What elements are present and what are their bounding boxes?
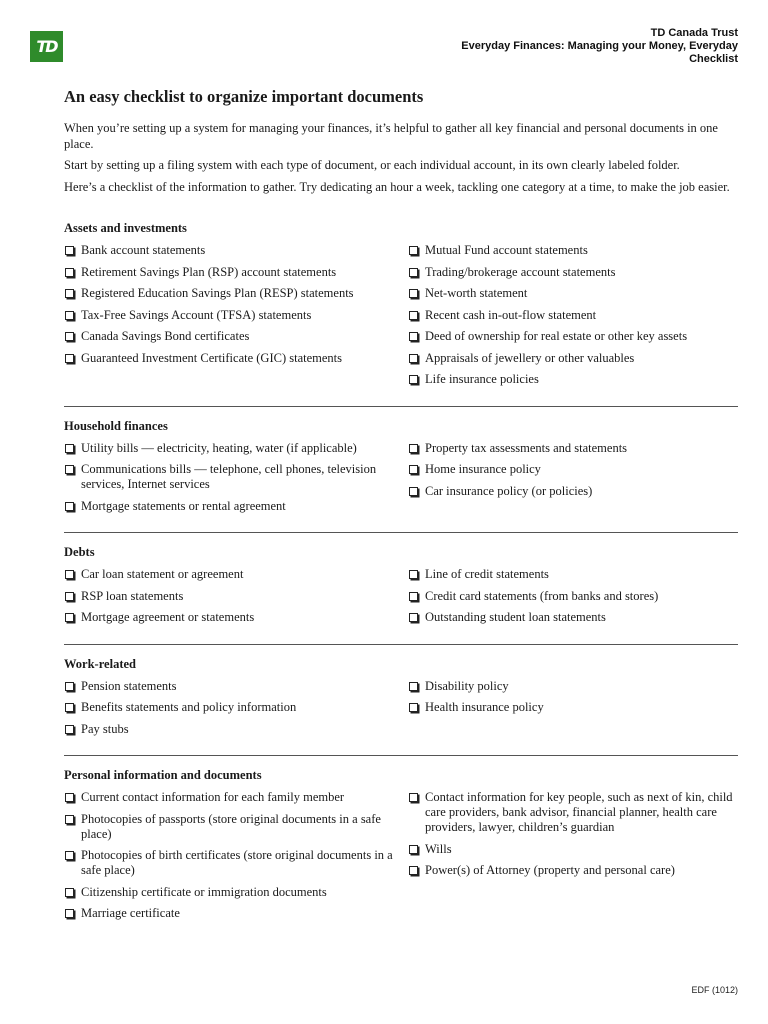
checklist-item-label: Communications bills — telephone, cell phones, television services, Internet services bbox=[81, 462, 377, 491]
checklist-item bbox=[408, 484, 738, 499]
checkbox-icon bbox=[408, 462, 425, 477]
checkbox-icon bbox=[64, 441, 81, 456]
checkbox-icon bbox=[64, 848, 81, 863]
checklist-item-label: Photocopies of birth certificates (store original documents in a safe place) bbox=[81, 848, 393, 877]
checklist-item bbox=[64, 589, 408, 604]
checkbox-icon bbox=[408, 484, 425, 499]
checkbox-icon bbox=[64, 906, 81, 921]
checklist-column-right bbox=[408, 567, 738, 632]
checkbox-icon bbox=[408, 589, 425, 604]
checkbox-icon bbox=[64, 885, 81, 900]
form-code: EDF (1012) bbox=[691, 985, 738, 995]
checklist-item-label: Life insurance policies bbox=[425, 372, 539, 386]
section-columns bbox=[64, 790, 738, 928]
checklist-item bbox=[64, 700, 408, 715]
checklist-item bbox=[64, 441, 408, 456]
checklist-column-left bbox=[64, 679, 408, 744]
checklist-column-left bbox=[64, 441, 408, 521]
checklist-item-label: Marriage certificate bbox=[81, 906, 180, 920]
checkbox-icon bbox=[408, 243, 425, 258]
checklist-item bbox=[64, 329, 408, 344]
checklist-item bbox=[408, 265, 738, 280]
intro-paragraph: When you’re setting up a system for managing your finances, it’s helpful to gather all key financial and personal documents in one place. bbox=[64, 121, 718, 151]
checklist-item-label: Contact information for key people, such as next of kin, child care providers, bank advisor, financial planner, health care providers, lawyer, children’s guardian bbox=[425, 790, 733, 834]
checklist-item-label: Disability policy bbox=[425, 678, 509, 693]
checkbox-icon bbox=[408, 700, 425, 715]
checklist-column-left bbox=[64, 567, 408, 632]
checklist-column-left bbox=[64, 790, 408, 928]
checkbox-icon bbox=[408, 441, 425, 456]
checklist-item-label: Health insurance policy bbox=[425, 700, 544, 714]
checklist-item-label: Trading/brokerage account statements bbox=[425, 264, 616, 279]
checklist-item-label: Recent cash in-out-flow statement bbox=[425, 307, 597, 322]
checklist-item-label: Registered Education Savings Plan (RESP) statements bbox=[81, 286, 354, 300]
checklist-item bbox=[64, 308, 408, 323]
checklist-section bbox=[64, 221, 738, 407]
checklist-item bbox=[408, 679, 738, 694]
section-columns bbox=[64, 441, 738, 521]
checklist-item bbox=[64, 567, 408, 582]
checklist-item-label: Home insurance policy bbox=[425, 462, 541, 476]
checkbox-icon bbox=[408, 351, 425, 366]
checklist-item bbox=[64, 499, 408, 514]
checklist-item-label: Pension statements bbox=[81, 678, 177, 693]
checkbox-icon bbox=[64, 722, 81, 737]
checkbox-icon bbox=[408, 286, 425, 301]
section-title: Personal information and documents bbox=[64, 768, 262, 782]
main-content bbox=[64, 86, 738, 940]
checklist-item bbox=[64, 906, 408, 921]
checkbox-icon bbox=[64, 286, 81, 301]
checklist-item bbox=[64, 885, 408, 900]
checklist-item-label: Power(s) of Attorney (property and personal care) bbox=[425, 863, 675, 877]
checkbox-icon bbox=[64, 243, 81, 258]
document-type: Checklist bbox=[689, 53, 738, 65]
checklist-item-label: Wills bbox=[425, 841, 452, 856]
checkbox-icon bbox=[64, 610, 81, 625]
section-columns bbox=[64, 567, 738, 632]
checklist-sections bbox=[64, 221, 738, 940]
checkbox-icon bbox=[408, 610, 425, 625]
td-logo bbox=[30, 31, 63, 62]
checkbox-icon bbox=[64, 265, 81, 280]
checklist-item bbox=[408, 567, 738, 582]
checklist-item bbox=[408, 441, 738, 456]
series-subtitle: Everyday Finances: Managing your Money, Everyday bbox=[461, 40, 738, 52]
checkbox-icon bbox=[64, 462, 81, 477]
checklist-item-label: Credit card statements (from banks and stores) bbox=[425, 588, 659, 603]
checklist-item bbox=[408, 462, 738, 477]
checklist-column-right bbox=[408, 243, 738, 394]
checklist-item-label: Canada Savings Bond certificates bbox=[81, 329, 250, 343]
checklist-item-label: RSP loan statements bbox=[81, 588, 184, 603]
intro-paragraph: Here’s a checklist of the information to gather. Try dedicating an hour a week, tackling one category at a time, to make the job easier. bbox=[64, 179, 730, 194]
checklist-item bbox=[408, 243, 738, 258]
checklist-item bbox=[408, 700, 738, 715]
checkbox-icon bbox=[408, 863, 425, 878]
intro bbox=[64, 121, 738, 195]
checklist-item-label: Guaranteed Investment Certificate (GIC) statements bbox=[81, 350, 343, 365]
checkbox-icon bbox=[64, 329, 81, 344]
checkbox-icon bbox=[408, 567, 425, 582]
checklist-item-label: Outstanding student loan statements bbox=[425, 610, 606, 624]
checklist-item-label: Deed of ownership for real estate or other key assets bbox=[425, 329, 688, 343]
checklist-item-label: Citizenship certificate or immigration documents bbox=[81, 884, 327, 899]
checkbox-icon bbox=[64, 308, 81, 323]
checklist-item-label: Pay stubs bbox=[81, 721, 129, 736]
checklist-section bbox=[64, 545, 738, 645]
checkbox-icon bbox=[64, 589, 81, 604]
checkbox-icon bbox=[408, 842, 425, 857]
checklist-item bbox=[64, 610, 408, 625]
checklist-item bbox=[408, 286, 738, 301]
checklist-item-label: Photocopies of passports (store original documents in a safe place) bbox=[81, 811, 381, 841]
checkbox-icon bbox=[408, 329, 425, 344]
checklist-item bbox=[408, 308, 738, 323]
checkbox-icon bbox=[64, 790, 81, 805]
checklist-section bbox=[64, 419, 738, 534]
checklist-item-label: Line of credit statements bbox=[425, 567, 549, 581]
checklist-item-label: Car insurance policy (or policies) bbox=[425, 483, 593, 498]
checkbox-icon bbox=[408, 308, 425, 323]
checklist-column-right bbox=[408, 790, 738, 928]
section-title: Household finances bbox=[64, 418, 168, 433]
checkbox-icon bbox=[408, 265, 425, 280]
checklist-item bbox=[408, 842, 738, 857]
checklist-item-label: Car loan statement or agreement bbox=[81, 567, 244, 581]
intro-paragraph: Start by setting up a filing system with each type of document, or each individual account, in its own clearly labeled folder. bbox=[64, 158, 680, 172]
checklist-column-left bbox=[64, 243, 408, 394]
section-title: Work-related bbox=[64, 656, 136, 671]
checklist-item bbox=[64, 790, 408, 805]
checklist-item bbox=[408, 372, 738, 387]
checklist-item-label: Mutual Fund account statements bbox=[425, 243, 588, 257]
logo-text: TD bbox=[36, 37, 57, 56]
checkbox-icon bbox=[64, 351, 81, 366]
checklist-section bbox=[64, 657, 738, 757]
checklist-item-label: Retirement Savings Plan (RSP) account statements bbox=[81, 264, 337, 279]
checklist-item bbox=[408, 329, 738, 344]
checkbox-icon bbox=[64, 567, 81, 582]
checklist-item bbox=[64, 679, 408, 694]
company-name: TD Canada Trust bbox=[650, 27, 738, 39]
checklist-item bbox=[408, 351, 738, 366]
checkbox-icon bbox=[64, 700, 81, 715]
section-columns bbox=[64, 679, 738, 744]
checklist-item bbox=[408, 610, 738, 625]
checklist-item-label: Net-worth statement bbox=[425, 286, 528, 300]
page-title: An easy checklist to organize important documents bbox=[64, 87, 424, 106]
checklist-item bbox=[64, 286, 408, 301]
checkbox-icon bbox=[408, 679, 425, 694]
checkbox-icon bbox=[64, 812, 81, 827]
checklist-item bbox=[64, 812, 408, 842]
checklist-item-label: Bank account statements bbox=[81, 243, 206, 257]
checklist-item-label: Mortgage agreement or statements bbox=[81, 610, 255, 624]
checklist-item bbox=[64, 848, 408, 878]
checklist-item-label: Benefits statements and policy information bbox=[81, 700, 297, 714]
checkbox-icon bbox=[64, 679, 81, 694]
checklist-item-label: Appraisals of jewellery or other valuables bbox=[425, 350, 635, 365]
checklist-item-label: Current contact information for each family member bbox=[81, 790, 345, 804]
checklist-item bbox=[64, 722, 408, 737]
checklist-item bbox=[64, 351, 408, 366]
document-header bbox=[461, 27, 738, 66]
checklist-item bbox=[64, 265, 408, 280]
checkbox-icon bbox=[64, 499, 81, 514]
checklist-column-right bbox=[408, 679, 738, 744]
checklist-item bbox=[64, 462, 408, 492]
checklist-column-right bbox=[408, 441, 738, 521]
checklist-item-label: Property tax assessments and statements bbox=[425, 440, 628, 455]
checklist-item-label: Mortgage statements or rental agreement bbox=[81, 498, 286, 513]
checkbox-icon bbox=[408, 790, 425, 805]
section-title: Debts bbox=[64, 545, 95, 559]
checklist-item-label: Utility bills — electricity, heating, water (if applicable) bbox=[81, 440, 357, 455]
checklist-section bbox=[64, 768, 738, 940]
section-title: Assets and investments bbox=[64, 221, 187, 235]
checklist-item-label: Tax-Free Savings Account (TFSA) statements bbox=[81, 307, 312, 322]
checklist-item bbox=[408, 790, 738, 835]
checklist-item bbox=[408, 589, 738, 604]
section-columns bbox=[64, 243, 738, 394]
checkbox-icon bbox=[408, 372, 425, 387]
checklist-item bbox=[408, 863, 738, 878]
checklist-item bbox=[64, 243, 408, 258]
